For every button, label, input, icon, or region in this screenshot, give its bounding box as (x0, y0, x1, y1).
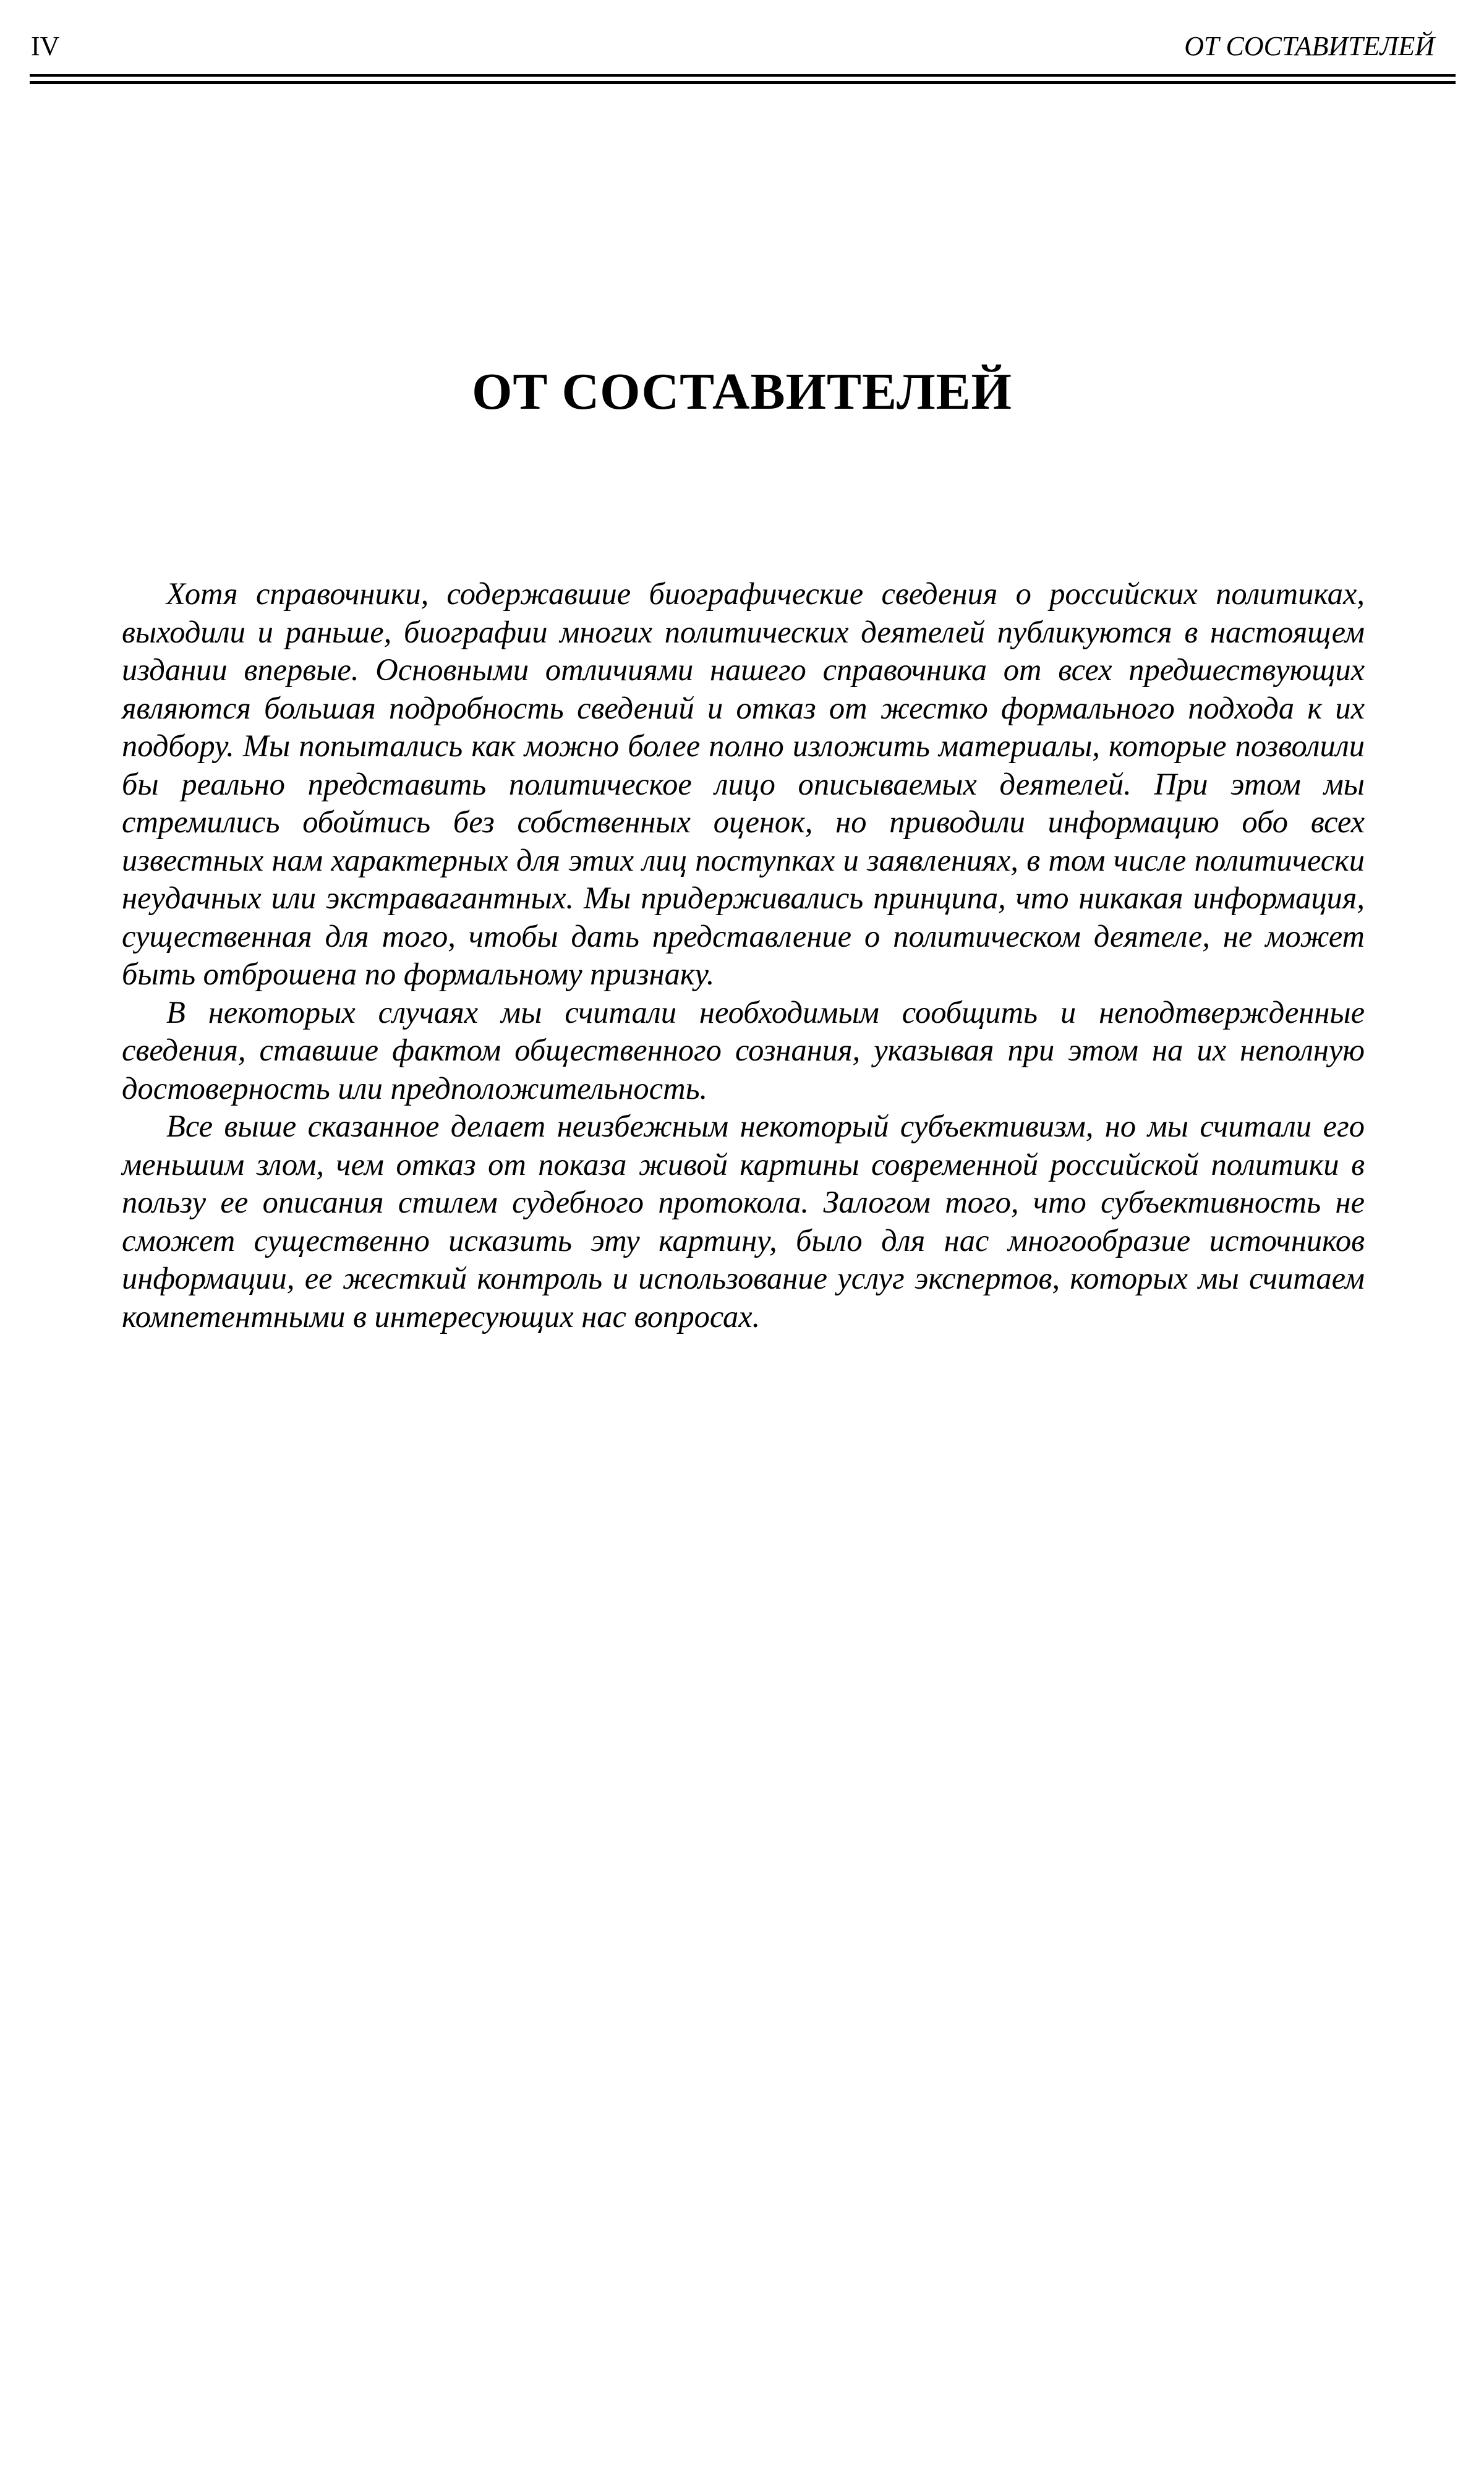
page-title: ОТ СОСТАВИТЕЛЕЙ (472, 363, 1012, 421)
paragraph-1: Хотя справочники, содержавшие биографические сведения о российских политиках, выходили и раньше, биографии многих политических деятелей публикуются в настоящем издании впервые. Основными отличиями нашего справочника от всех предшествующих являются большая подробность сведений и отказ от жестко формального подхода к их подбору. Мы попытались как можно более полно изложить материалы, которые позволили бы реально представить политическое лицо описываемых деятелей. При этом мы стремились обойтись без собственных оценок, но приводили информацию обо всех известных нам характерных для этих лиц поступках и заявлениях, в том числе политически неудачных или экстравагантных. Мы придерживались принципа, что никакая информация, существенная для того, чтобы дать представление о политическом деятеле, не может быть отброшена по формальному признаку. (122, 576, 1365, 991)
paragraph-2: В некоторых случаях мы считали необходимым сообщить и неподтвержденные сведения, ставшие фактом общественного сознания, указывая при этом на их неполную достоверность или предположительность. (122, 994, 1365, 1106)
preface-body (122, 575, 1365, 1336)
page-number: IV (31, 31, 60, 61)
header-rule-bottom (30, 81, 1456, 84)
page-header (31, 25, 1453, 68)
header-rule-top (30, 74, 1456, 77)
paragraph-3: Все выше сказанное делает неизбежным некоторый субъективизм, но мы считали его меньшим злом, чем отказ от показа живой картины современной российской политики в пользу ее описания стилем судебного протокола. Залогом того, что субъективность не сможет существенно исказить эту картину, было для нас многообразие источников информации, ее жесткий контроль и использование услуг экспертов, которых мы считаем компетентными в интересующих нас вопросах. (122, 1109, 1365, 1334)
running-title: ОТ СОСТАВИТЕЛЕЙ (1184, 31, 1435, 61)
